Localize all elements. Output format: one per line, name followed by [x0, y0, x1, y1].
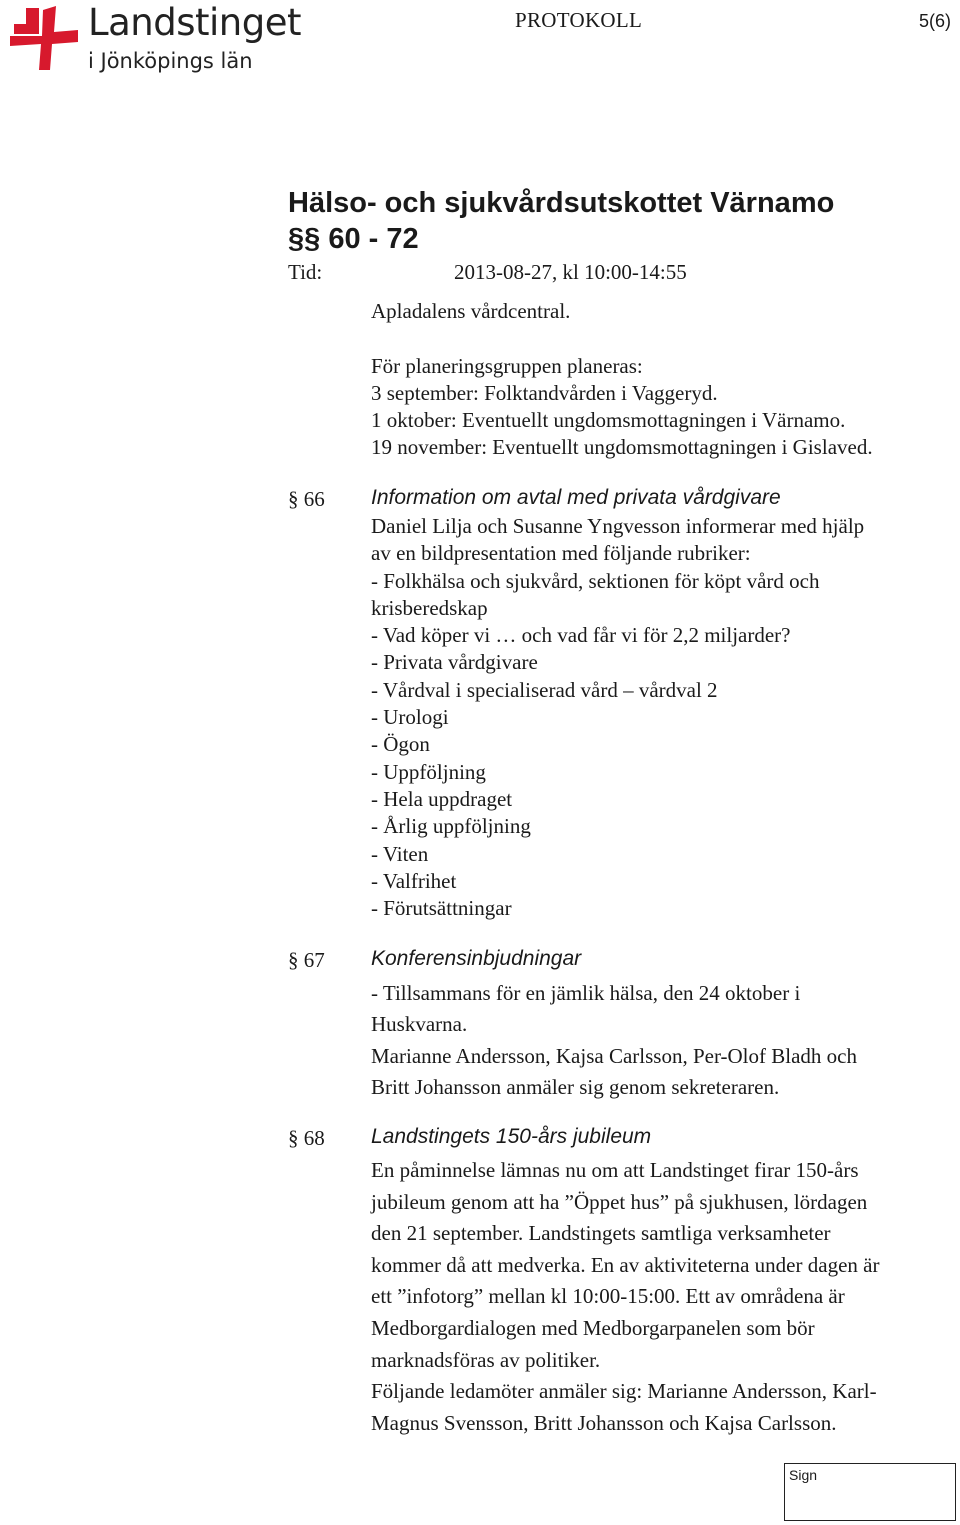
section-number: § 66 — [288, 487, 325, 511]
body-line: Britt Johansson anmäler sig genom sekreteraren. — [371, 1074, 780, 1099]
body-line: ett ”infotorg” mellan kl 10:00-15:00. Ett av områdena är — [371, 1284, 845, 1309]
section-heading: Information om avtal med privata vårdgivare — [371, 486, 781, 509]
body-line: Magnus Svensson, Britt Johansson och Kajsa Carlsson. — [371, 1410, 837, 1435]
body-line: - Årlig uppföljning — [371, 814, 531, 839]
planning-line: 3 september: Folktandvården i Vaggeryd. — [371, 381, 718, 405]
body-line: marknadsföras av politiker. — [371, 1347, 601, 1372]
page-number: 5(6) — [919, 11, 952, 31]
body-line: Medborgardialogen med Medborgarpanelen som bör — [371, 1315, 815, 1340]
landstinget-cross-logo-icon — [6, 4, 80, 72]
section-number: § 67 — [288, 948, 325, 972]
body-line: - Privata vårdgivare — [371, 650, 538, 675]
signature-box — [784, 1463, 956, 1521]
body-line: - Urologi — [371, 705, 449, 730]
section-body — [371, 513, 864, 922]
body-line: En påminnelse lämnas nu om att Landstinget firar 150-års — [371, 1158, 859, 1182]
continuation-text: Apladalens vårdcentral. — [371, 299, 571, 323]
section-body — [371, 1155, 879, 1439]
paragraph-range: §§ 60 - 72 — [288, 223, 419, 255]
time-label: Tid: — [288, 260, 323, 284]
body-line: - Tillsammans för en jämlik hälsa, den 24 oktober i — [371, 981, 801, 1005]
body-line: - Hela uppdraget — [371, 786, 513, 811]
body-line: Följande ledamöter anmäler sig: Marianne Andersson, Karl- — [371, 1379, 877, 1404]
body-line: - Förutsättningar — [371, 896, 512, 921]
planning-list — [371, 353, 873, 461]
body-line: - Uppföljning — [371, 759, 486, 784]
body-line: Marianne Andersson, Kajsa Carlsson, Per-Olof Bladh och — [371, 1043, 857, 1068]
document-type: PROTOKOLL — [515, 8, 643, 32]
signature-label: Sign — [789, 1467, 818, 1483]
body-line: - Ögon — [371, 732, 430, 757]
body-line: jubileum genom att ha ”Öppet hus” på sjukhusen, lördagen — [371, 1189, 868, 1214]
section-number: § 68 — [288, 1126, 325, 1150]
body-line: av en bildpresentation med följande rubriker: — [371, 541, 751, 566]
body-line: - Folkhälsa och sjukvård, sektionen för köpt vård och — [371, 568, 820, 593]
planning-line: 1 oktober: Eventuellt ungdomsmottagningen i Värnamo. — [371, 408, 846, 432]
body-line: den 21 september. Landstingets samtliga verksamheter — [371, 1221, 831, 1246]
time-value: 2013-08-27, kl 10:00-14:55 — [454, 260, 687, 284]
body-line: kommer då att medverka. En av aktiviteterna under dagen är — [371, 1252, 880, 1277]
section-body — [371, 978, 857, 1103]
section-heading: Konferensinbjudningar — [371, 947, 582, 970]
org-region: i Jönköpings län — [88, 49, 253, 73]
body-line: - Vad köper vi … och vad får vi för 2,2 miljarder? — [371, 623, 791, 648]
org-name: Landstinget — [88, 1, 301, 44]
body-line: - Valfrihet — [371, 868, 457, 893]
body-line: - Viten — [371, 841, 429, 866]
meeting-title: Hälso- och sjukvårdsutskottet Värnamo — [288, 187, 835, 219]
planning-line: 19 november: Eventuellt ungdomsmottagningen i Gislaved. — [371, 435, 873, 459]
body-line: krisberedskap — [371, 595, 488, 620]
section-heading: Landstingets 150-års jubileum — [371, 1125, 652, 1148]
planning-line: För planeringsgruppen planeras: — [371, 354, 643, 378]
body-line: Daniel Lilja och Susanne Yngvesson informerar med hjälp — [371, 514, 865, 538]
body-line: - Vårdval i specialiserad vård – vårdval 2 — [371, 677, 718, 702]
body-line: Huskvarna. — [371, 1012, 468, 1037]
